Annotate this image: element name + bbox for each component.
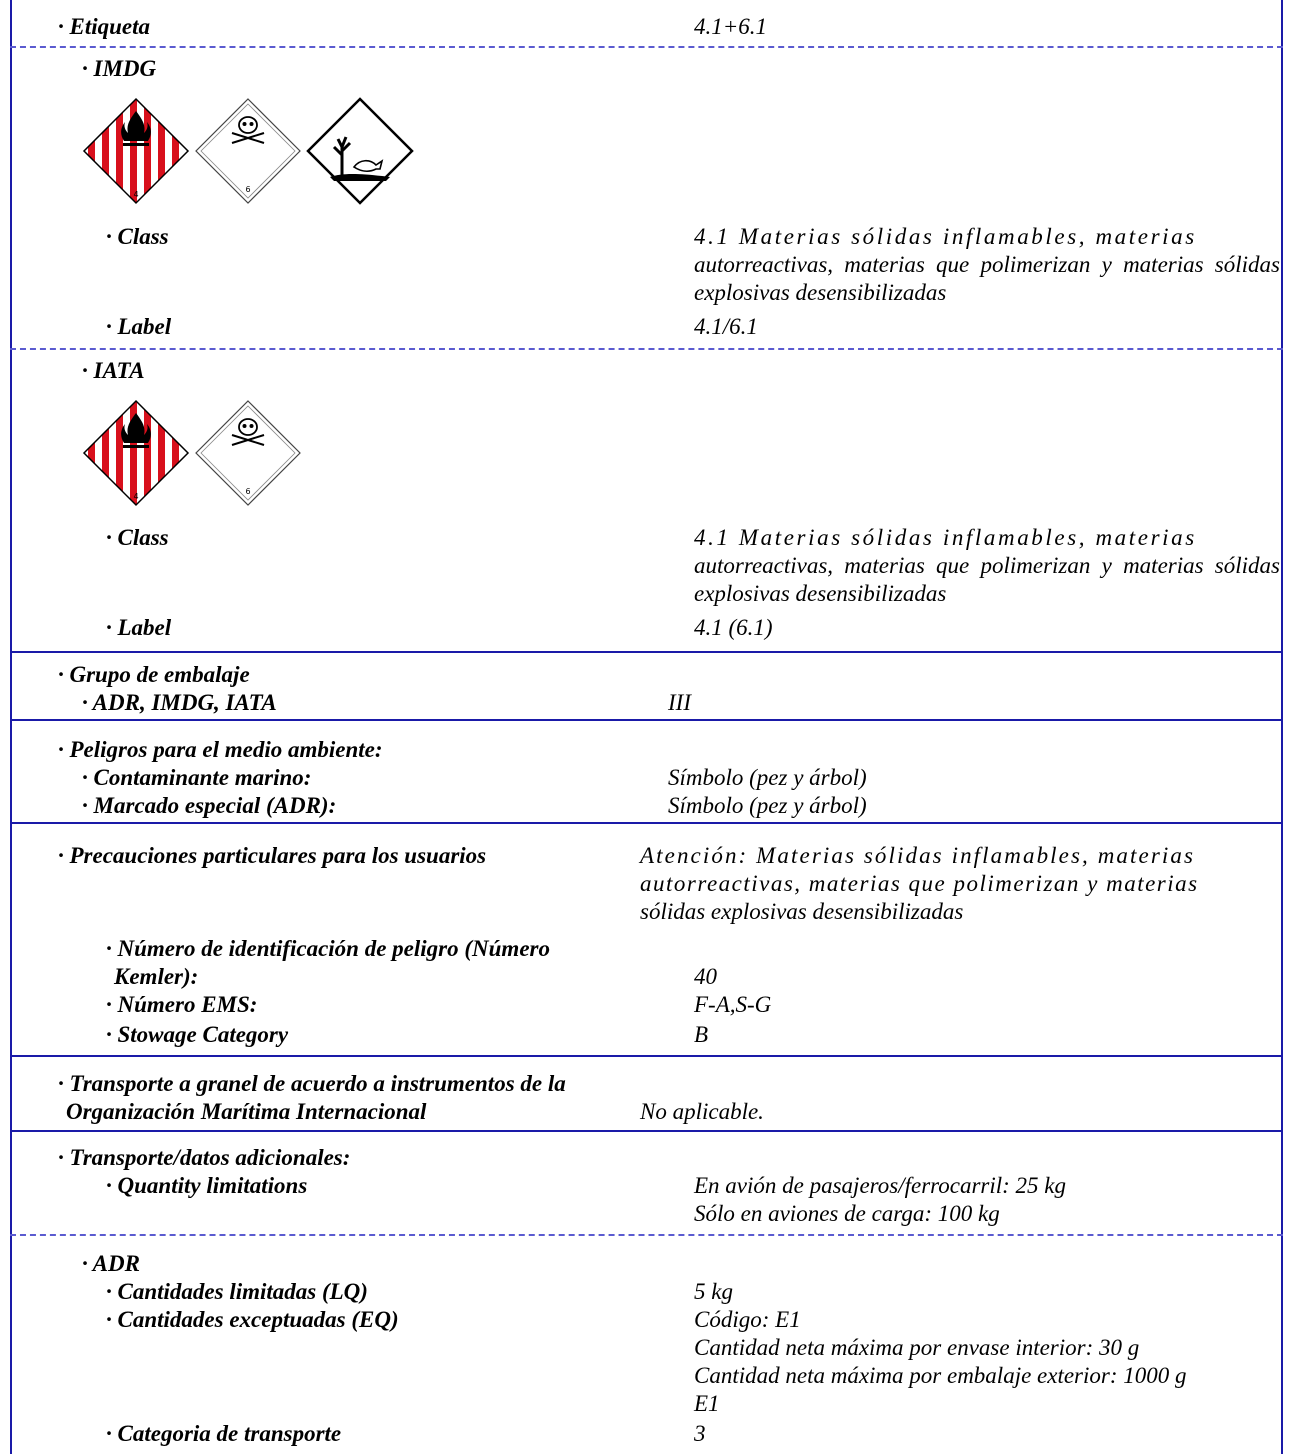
imdg-class-label: · Class [106, 224, 169, 249]
precautions-line2: autorreactivas, materias que polimerizan y materias [640, 871, 1199, 896]
env-marine-value: Símbolo (pez y árbol) [668, 765, 867, 790]
bulk-label-line1: · Transporte a granel de acuerdo a instrumentos de la [58, 1071, 566, 1096]
transport-category-label: · Categoria de transporte [106, 1421, 342, 1446]
section-separator [10, 822, 1283, 824]
flammable-solid-4-icon [82, 97, 190, 205]
section-separator [10, 719, 1283, 721]
row-separator [10, 46, 1283, 48]
eq-value-code: Código: E1 [694, 1307, 801, 1332]
svg-text:6: 6 [245, 487, 251, 496]
toxic-6-icon [194, 97, 302, 205]
eq-label: · Cantidades exceptuadas (EQ) [106, 1307, 399, 1332]
eq-value-inner: Cantidad neta máxima por envase interior: 30 g [694, 1335, 1140, 1360]
kemler-value: 40 [694, 964, 717, 989]
toxic-6-icon [194, 399, 302, 507]
iata-class-value: autorreactivas, materias que polimerizan y materias sólidas explosivas desensibilizadas [694, 553, 1280, 606]
etiqueta-label: · Etiqueta [58, 14, 151, 39]
flammable-solid-4-icon [82, 399, 190, 507]
iata-label-value: 4.1 (6.1) [694, 615, 773, 640]
stowage-label: · Stowage Category [106, 1022, 289, 1047]
section-separator [10, 1130, 1283, 1132]
imdg-label-value: 4.1/6.1 [694, 314, 758, 339]
stowage-value: B [694, 1022, 709, 1047]
kemler-label-line1: · Número de identificación de peligro (Número [106, 936, 550, 961]
packing-value: III [668, 690, 691, 715]
transport-category-value: 3 [694, 1421, 706, 1446]
section-separator [10, 651, 1283, 653]
qty-limitations-label: · Quantity limitations [106, 1173, 308, 1198]
row-separator [10, 1234, 1283, 1236]
env-marine-label: · Contaminante marino: [82, 765, 312, 790]
iata-class-line1: 4.1 Materias sólidas inflamables, materias [694, 525, 1197, 550]
additional-heading: · Transporte/datos adicionales: [58, 1145, 351, 1170]
imdg-class-line1: 4.1 Materias sólidas inflamables, materias [694, 224, 1197, 249]
kemler-label-line2: Kemler): [114, 964, 199, 989]
env-special-label: · Marcado especial (ADR): [82, 793, 337, 818]
svg-text:4: 4 [133, 492, 139, 501]
imdg-class-value: autorreactivas, materias que polimerizan y materias sólidas explosivas desensibilizadas [694, 252, 1280, 305]
lq-label: · Cantidades limitadas (LQ) [106, 1279, 368, 1304]
ems-label: · Número EMS: [106, 992, 258, 1017]
qty-limitations-value2: Sólo en aviones de carga: 100 kg [694, 1201, 1000, 1226]
adr-heading: · ADR [82, 1251, 140, 1276]
bulk-label-line2: Organización Marítima Internacional [66, 1099, 427, 1124]
row-separator [10, 348, 1283, 350]
imdg-label-label: · Label [106, 314, 172, 339]
eq-value-e1: E1 [694, 1391, 720, 1416]
env-special-value: Símbolo (pez y árbol) [668, 793, 867, 818]
precautions-line1: Atención: Materias sólidas inflamables, materias [640, 843, 1196, 868]
packing-heading: · Grupo de embalaje [58, 662, 250, 687]
packing-label: · ADR, IMDG, IATA [82, 690, 277, 715]
etiqueta-value: 4.1+6.1 [694, 14, 768, 39]
env-heading: · Peligros para el medio ambiente: [58, 737, 383, 762]
imdg-heading: · IMDG [82, 56, 157, 81]
environment-hazard-icon [306, 97, 414, 205]
svg-text:4: 4 [133, 190, 139, 199]
iata-label-label: · Label [106, 615, 172, 640]
lq-value: 5 kg [694, 1279, 733, 1304]
qty-limitations-value1: En avión de pasajeros/ferrocarril: 25 kg [694, 1173, 1066, 1198]
svg-text:6: 6 [245, 185, 251, 194]
iata-heading: · IATA [82, 358, 145, 383]
section-separator [10, 1055, 1283, 1057]
eq-value-outer: Cantidad neta máxima por embalaje exterior: 1000 g [694, 1363, 1187, 1388]
bulk-value: No aplicable. [640, 1099, 764, 1124]
precautions-label: · Precauciones particulares para los usuarios [58, 843, 487, 868]
ems-value: F-A,S-G [694, 992, 772, 1017]
iata-class-label: · Class [106, 525, 169, 550]
precautions-line3: sólidas explosivas desensibilizadas [640, 899, 964, 924]
